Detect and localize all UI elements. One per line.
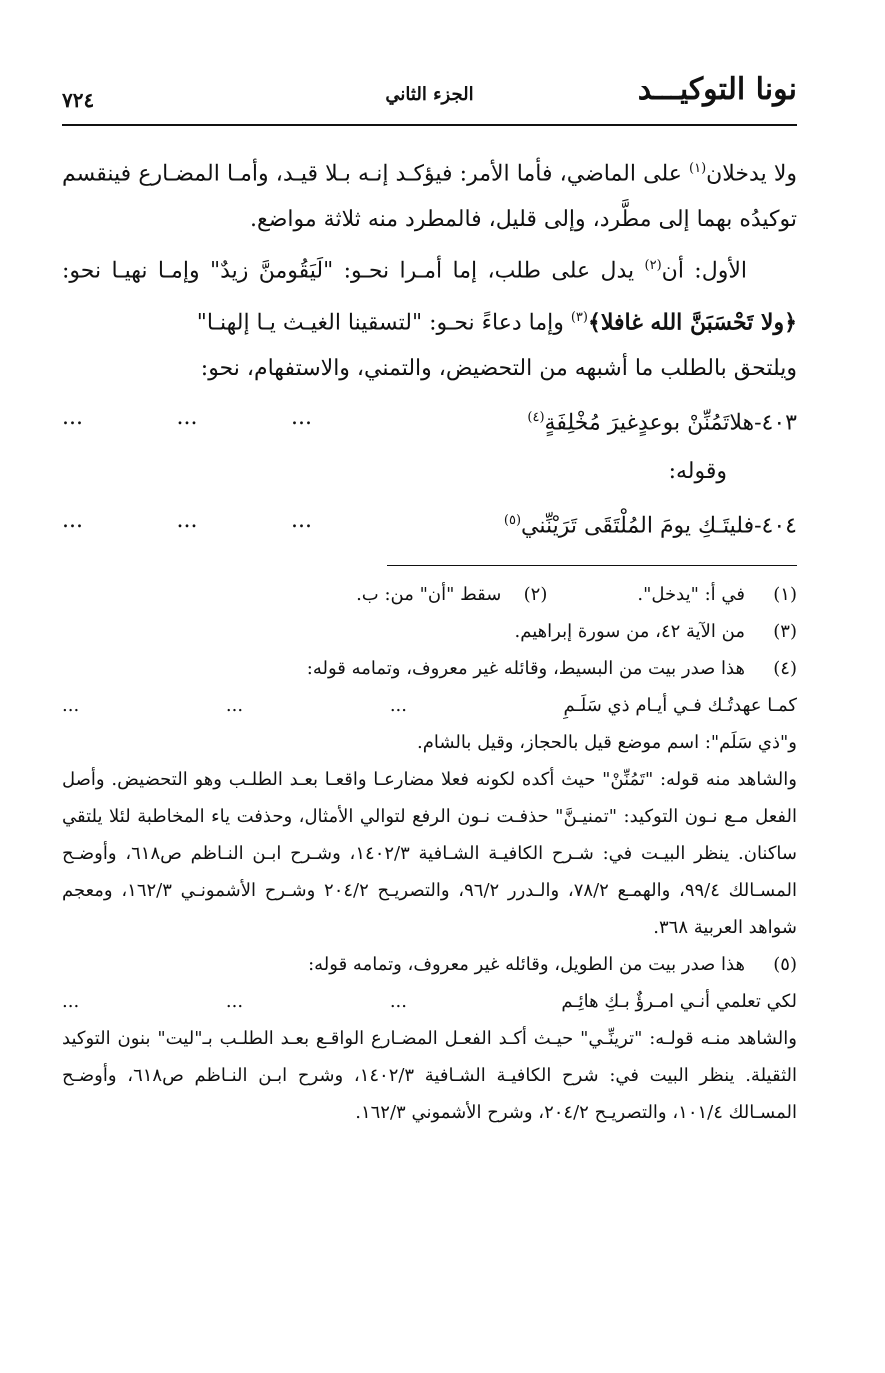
footnote-mark: (٣)	[570, 309, 588, 325]
footnote-divider	[387, 565, 797, 566]
footnote-2: (٢) سقط "أن" من: ب.	[356, 583, 548, 605]
footnote-4-text-2: والشاهد منه قوله: "تَمُنِّنْ" حيث أكده لكونه فعلا مضارعـا واقعـا بعـد الطلـب وهو التحضيض. وأصل الفعل مـع نـون التوكيد: "تمنيـنَّ" حذفـت نـون الرفع لتوالي الأمثال، وحذفت ياء المخاطبة لئلا يلتقي ساكنان. ينظر البيـت في: شـرح الكافيـة الشـافية ١٤٠٢/٣، وشـرح ابـن النـاظم ص٦١٨، وأوضـح المسـالك ٩٩/٤، والهمـع ٧٨/٢، والـدرر ٩٦/٢، والتصريـح ٢٠٤/٢ وشـرح الأشمونـي ١٦٢/٣، ومعجم شواهد العربية ٣٦٨.	[62, 768, 797, 938]
verse-dots: ... ... ...	[62, 990, 407, 1012]
footnote-mark: (١)	[689, 161, 707, 176]
verse-403: ٤٠٣-هلاتَمُنِّنْ بوعدٍغيرَ مُخْلِفَةٍ$^{(٤)}$ ... ... ...	[62, 392, 797, 449]
running-title: نونا التوكيـــد	[637, 72, 797, 107]
footnote-mark: (٥)	[503, 513, 522, 529]
footnote-4-text-1: و"ذي سَلَم": اسم موضع قيل بالحجاز، وقيل بالشام.	[417, 731, 797, 753]
paragraph-2: الأول: أن$^{(٢)}$ يدل على طلب، إما أمـرا نحـو: "لَيَقُومنَّ زيدٌ" وإمـا نهيـا نحو: ﴿ولا تَحْسَبَنَّ الله غافلا﴾$^{(٣)}$ وإما دعاءً نحـو: "لتسقينا الغيـث يـا إلهنـا"	[62, 258, 797, 335]
footnote-3: (٣) من الآية ٤٢، من سورة إبراهيم.	[514, 620, 797, 642]
footnote-5: (٥) هذا صدر بيت من الطويل، وقائله غير معروف، وتمامه قوله:	[308, 953, 797, 975]
quran-quote: ﴿ولا تَحْسَبَنَّ الله غافلا﴾	[587, 308, 797, 335]
footnote-mark: (٤)	[527, 409, 545, 425]
page-number: ٧٢٤	[62, 88, 95, 112]
paragraph-3: ويلتحق بالطلب ما أشبهه من التحضيض، والتمني، والاستفهام، نحو:	[200, 355, 797, 381]
main-text	[62, 146, 797, 553]
footnote-5-verse: لكي تعلمي أنـي امـرؤٌ بـكِ هائِـم ... ... ...	[62, 983, 797, 1020]
verse-dots: ... ... ...	[62, 404, 312, 430]
footnote-1-2	[62, 576, 797, 613]
header-divider	[62, 124, 797, 126]
footnote-4-verse: كمـا عهدتُـك فـي أيـام ذي سَلَـمِ ... ... ...	[62, 687, 797, 724]
verse-dots: ... ... ...	[62, 694, 407, 716]
verse-dots: ... ... ...	[62, 508, 312, 534]
footnote-5-text: والشاهد منـه قولـه: "ترينِّـي" حيـث أكـد الفعـل المضـارع الواقـع بعـد الطلـب بـ"ليت" بنون التوكيد الثقيلة. ينظر البيت في: شرح الكافيـة الشـافية ١٤٠٢/٣، وشرح ابـن النـاظم ص٦١٨، وأوضـح المسـالك ١٠١/٤، والتصريـح ٢٠٤/٢، وشرح الأشموني ١٦٢/٣.	[62, 1027, 797, 1123]
paragraph-1: ولا يدخلان$^{(١)}$ على الماضي، فأما الأمر: فيؤكـد إنـه بـلا قيـد، وأمـا المضـارع فينقسم توكيدُه بهما إلى مطَّرد، وإلى قليل، فالمطرد منه ثلاثة مواضع.	[62, 161, 797, 233]
footnote-1: (١) في أ: "يدخل".	[637, 583, 797, 605]
verse-404: ٤٠٤-فليتَـكِ يومَ المُلْتَقَى تَرَيْنِّني$^{(٥)}$ ... ... ...	[62, 495, 797, 552]
book-page	[62, 60, 797, 1333]
part-label: الجزء الثاني	[385, 84, 474, 105]
footnote-4: (٤) هذا صدر بيت من البسيط، وقائله غير معروف، وتمامه قوله:	[306, 657, 797, 679]
said-label: وقوله:	[668, 459, 727, 485]
page-header	[62, 60, 797, 116]
footnotes	[62, 576, 797, 1131]
footnote-mark: (٢)	[644, 258, 662, 274]
